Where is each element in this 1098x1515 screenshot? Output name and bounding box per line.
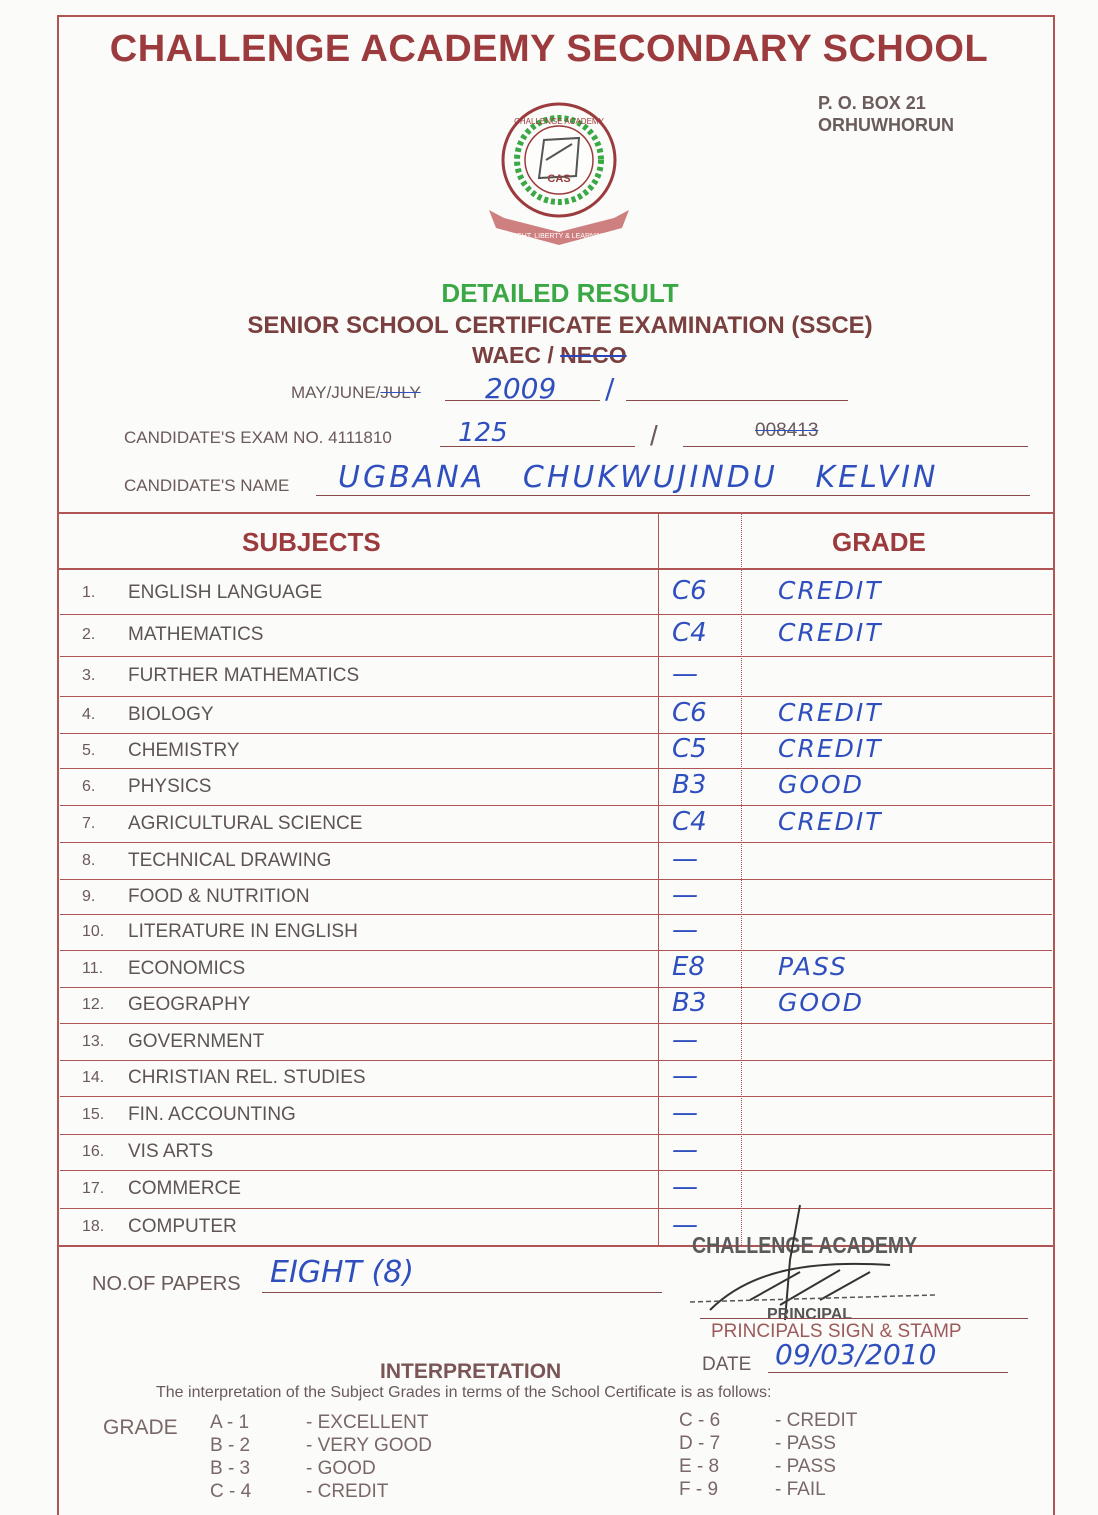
stamp-school-name: CHALLENGE ACADEMY [692,1232,918,1258]
row-grade: B3 [672,988,707,1018]
row-subject: CHRISTIAN REL. STUDIES [128,1067,366,1088]
address-line-2: ORHUWHORUN [818,115,954,135]
row-number: 5. [82,742,96,759]
grade-key-item [679,1478,857,1501]
table-row [60,987,1052,1024]
grade-code: F - 9 [679,1479,719,1500]
sign-label: PRINCIPALS SIGN & STAMP [711,1321,962,1342]
table-row [60,950,1052,988]
row-remark: CREDIT [778,698,883,727]
row-number: 1. [82,584,96,601]
candidate-name-underline [316,495,1030,496]
row-number: 16. [82,1143,105,1160]
row-remark: CREDIT [778,807,883,836]
table-row [60,656,1052,697]
row-subject: FIN. ACCOUNTING [128,1104,296,1125]
papers-value: EIGHT (8) [270,1255,414,1290]
grade-meaning: - PASS [775,1456,836,1477]
grade-key-label: GRADE [103,1416,178,1439]
papers-label: NO.OF PAPERS [92,1273,241,1295]
row-number: 13. [82,1033,105,1050]
row-subject: GOVERNMENT [128,1031,265,1052]
row-grade: C6 [672,576,707,606]
candidate-name-label: CANDIDATE'S NAME [124,476,290,495]
row-number: 18. [82,1218,105,1235]
row-number: 15. [82,1106,105,1123]
document-title: DETAILED RESULT [441,278,679,308]
row-number: 7. [82,815,96,832]
row-subject: LITERATURE IN ENGLISH [128,921,358,942]
grade-key-item [679,1432,857,1455]
crest-motto: LIGHT, LIBERTY & LEARNING [510,233,608,240]
row-number: 12. [82,996,105,1013]
papers-underline [262,1292,662,1293]
row-subject: COMMERCE [128,1178,241,1199]
row-grade: — [672,1210,698,1240]
grade-key-item [679,1455,857,1478]
grade-meaning: - PASS [775,1433,836,1454]
row-subject: COMPUTER [128,1216,237,1237]
date-underline [768,1372,1008,1373]
exam-body [472,342,627,369]
table-row [60,1096,1052,1135]
row-remark: GOOD [778,988,864,1017]
row-subject: FURTHER MATHEMATICS [128,665,360,686]
stamp-role: PRINCIPAL [767,1306,853,1323]
row-remark: CREDIT [778,576,883,605]
table-row [60,1060,1052,1097]
table-row [60,879,1052,915]
row-grade: C4 [672,807,707,837]
row-number: 6. [82,778,96,795]
row-grade: B3 [672,770,707,800]
row-grade: C5 [672,734,707,764]
grade-code: B - 3 [210,1458,251,1479]
session-slash: / [605,372,615,405]
row-remark: PASS [778,952,848,981]
grade-code: E - 8 [679,1456,720,1477]
grade-meaning: - GOOD [306,1458,376,1479]
row-number: 4. [82,706,96,723]
table-row [60,1023,1052,1061]
table-row [60,733,1052,769]
grade-meaning: - CREDIT [775,1410,858,1431]
interpretation-desc: The interpretation of the Subject Grades in terms of the School Certificate is as follows: [156,1384,772,1401]
session-struck: JULY [380,383,421,402]
row-subject: AGRICULTURAL SCIENCE [128,813,363,834]
grade-key-item [210,1434,432,1457]
grade-meaning: - EXCELLENT [306,1412,429,1433]
school-name: CHALLENGE ACADEMY SECONDARY SCHOOL [109,28,989,70]
exam-no-value: 125 [458,418,508,448]
crest-text: CHALLENGE ACADEMY [514,117,604,126]
session-value: 2009 [485,372,557,405]
grade-meaning: - CREDIT [306,1481,389,1502]
school-address [818,92,954,136]
row-number: 17. [82,1180,105,1197]
session-label: MAY/JUNE/ [291,383,381,402]
sign-underline [700,1318,1028,1319]
table-row [60,1134,1052,1171]
table-row [60,842,1052,880]
row-subject: VIS ARTS [128,1141,214,1162]
date-value: 09/03/2010 [775,1338,937,1371]
row-remark: CREDIT [778,618,883,647]
grade-code: C - 4 [210,1481,252,1502]
row-subject: TECHNICAL DRAWING [128,850,332,871]
interpretation-title: INTERPRETATION [380,1360,562,1383]
row-grade: — [672,1172,698,1202]
grade-key-right [679,1409,857,1501]
candidate-name-value: UGBANA CHUKWUJINDU KELVIN [338,460,939,495]
row-subject: FOOD & NUTRITION [128,886,310,907]
row-grade: — [672,880,698,910]
crest-abbr: CAS [547,173,571,185]
row-subject: ECONOMICS [128,958,246,979]
table-row [60,614,1052,657]
row-subject: ENGLISH LANGUAGE [128,582,323,603]
grade-code: B - 2 [210,1435,251,1456]
grade-code: A - 1 [210,1412,250,1433]
row-subject: CHEMISTRY [128,740,240,761]
row-remark: CREDIT [778,734,883,763]
grade-key-item [210,1411,432,1434]
row-grade: — [672,1061,698,1091]
row-subject: MATHEMATICS [128,624,264,645]
exam-no-label: CANDIDATE'S EXAM NO. 4111810 [124,428,392,447]
row-number: 10. [82,923,105,940]
grade-code: C - 6 [679,1410,721,1431]
row-grade: — [672,915,698,945]
row-grade: — [672,1098,698,1128]
exam-body-neco-struck: NECO [560,342,627,368]
row-number: 8. [82,852,96,869]
row-grade: — [672,659,698,689]
row-subject: PHYSICS [128,776,212,797]
row-number: 9. [82,888,96,905]
exam-no-struck: 008413 [755,420,819,441]
table-row [60,768,1052,806]
row-subject: GEOGRAPHY [128,994,251,1015]
row-grade: — [672,1135,698,1165]
row-remark: GOOD [778,770,864,799]
row-number: 11. [82,960,104,977]
table-row [60,914,1052,951]
table-row [60,696,1052,734]
session-underline-2 [626,400,848,401]
row-grade: E8 [672,952,705,982]
exam-title: SENIOR SCHOOL CERTIFICATE EXAMINATION (SSCE) [247,312,873,339]
grade-key-item [679,1409,857,1432]
grade-code: D - 7 [679,1433,721,1454]
row-grade: C6 [672,698,707,728]
table-row [60,805,1052,843]
exam-no-slash: / [650,420,658,451]
grade-key-left [210,1411,432,1503]
grade-key-item [210,1480,432,1503]
col-grade: GRADE [832,527,926,557]
session-field [291,383,421,403]
school-crest-logo [484,100,634,250]
exam-no-underline-2 [683,446,1028,447]
date-label: DATE [702,1354,752,1375]
row-number: 14. [82,1069,105,1086]
row-number: 3. [82,667,96,684]
row-subject: BIOLOGY [128,704,214,725]
row-grade: — [672,844,698,874]
grade-key-item [210,1457,432,1480]
row-grade: C4 [672,618,707,648]
grade-meaning: - FAIL [775,1479,826,1500]
grade-meaning: - VERY GOOD [306,1435,432,1456]
table-row [60,572,1052,615]
row-grade: — [672,1025,698,1055]
row-number: 2. [82,626,96,643]
address-line-1: P. O. BOX 21 [818,93,926,113]
exam-body-waec: WAEC / [472,342,554,368]
col-subjects: SUBJECTS [242,527,381,557]
